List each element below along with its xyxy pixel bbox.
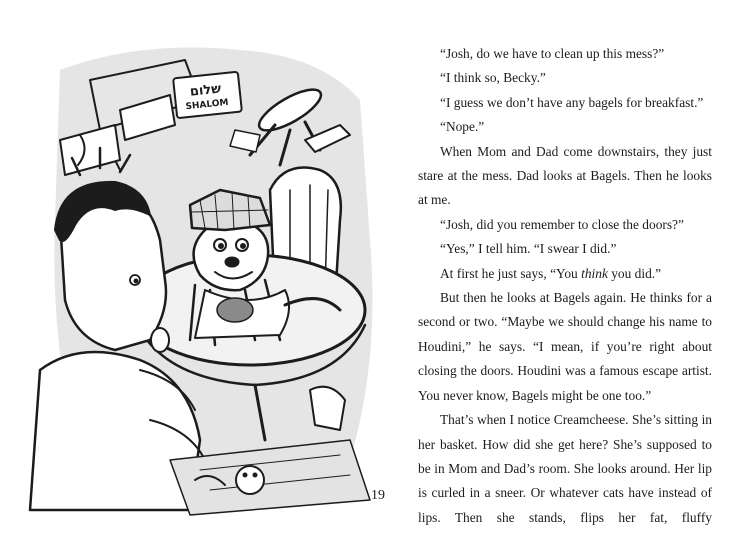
- paragraph: When Mom and Dad come downstairs, they just stare at the mess. Dad looks at Bagels. Then he looks at me.: [418, 143, 712, 208]
- paragraph: “Josh, did you remember to close the doors?”: [440, 216, 684, 232]
- paragraph: But then he looks at Bagels again. He thinks for a second or two. “Maybe we should change his name to Houdini,” he says. “I mean, if you’re right about closing the doors. Houdini was a famous escape artist. You never know, Bagels might be one too.”: [418, 290, 712, 403]
- paragraph: “Josh, do we have to clean up this mess?”: [440, 46, 665, 61]
- emphasis: think: [581, 265, 608, 281]
- text-run: you did.”: [607, 265, 662, 281]
- paragraph: “I think so, Becky.”: [440, 70, 546, 86]
- illustration: [20, 40, 390, 520]
- sign-text: SHALOM: [185, 97, 229, 113]
- paragraph: “I guess we don’t have any bagels for breakfast.”: [440, 94, 704, 110]
- text-run: At first he just says, “You: [440, 265, 582, 281]
- paragraph: That’s when I notice Creamcheese. She’s sitting in her basket. How did she get here? She’s supposed to be in Mom and Dad’s room. She looks around. Her lip is curled in a sneer. Or whatever cats have instead of lips. Then she stands, flips her fat, fluffy: [418, 412, 712, 525]
- page-number: 19: [371, 488, 385, 503]
- sign-hebrew: שלום: [189, 81, 222, 100]
- paragraph: [418, 262, 712, 286]
- text-column: [418, 42, 712, 530]
- paragraph: “Nope.”: [440, 119, 485, 135]
- paragraph: “Yes,” I tell him. “I swear I did.”: [440, 241, 617, 257]
